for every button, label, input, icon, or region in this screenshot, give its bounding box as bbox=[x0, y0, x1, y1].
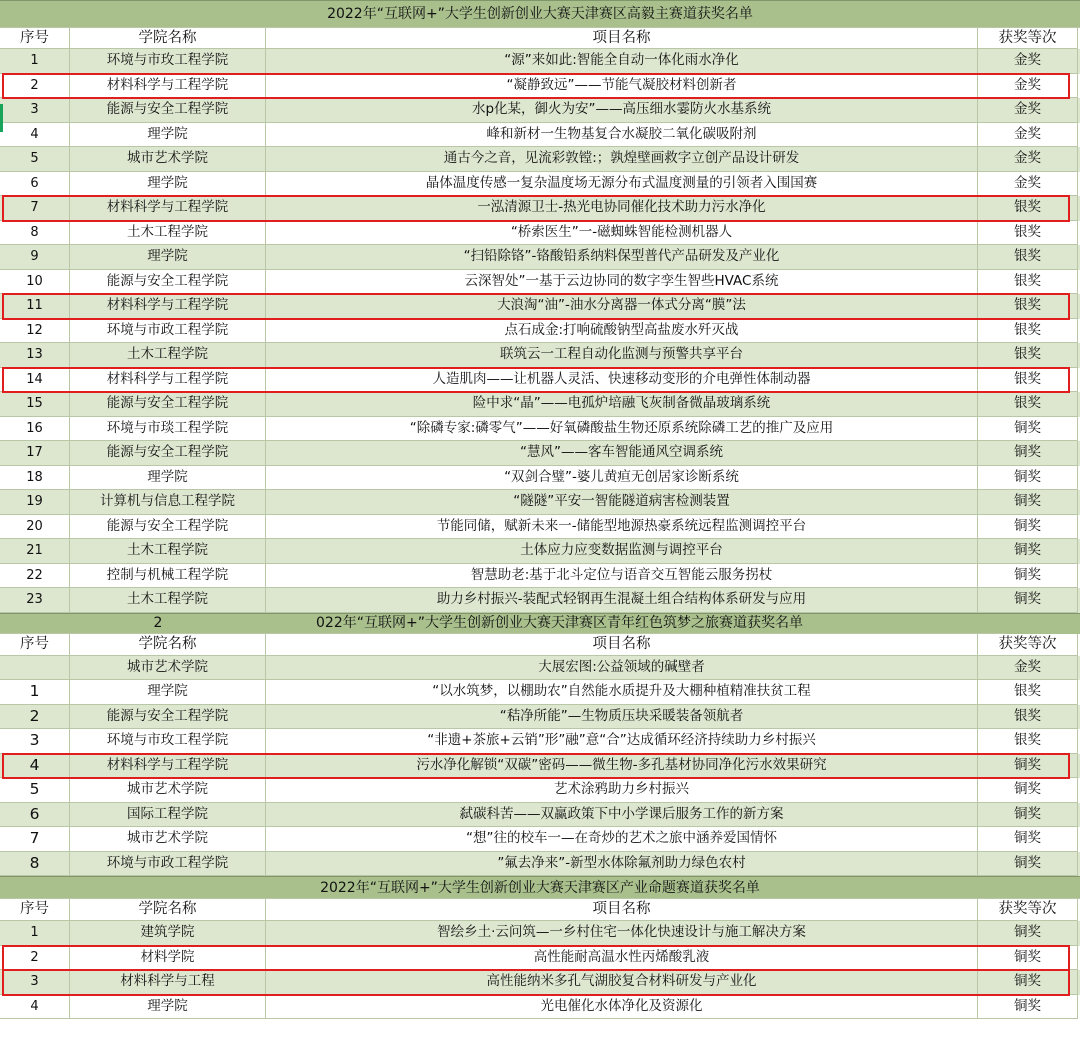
cell-project[interactable]: 点石成金:打响硫酸钠型高盐废水歼灭战 bbox=[266, 319, 978, 344]
cell-project[interactable]: 峰和新材一生物基复合水凝胶二氧化碳吸附剂 bbox=[266, 123, 978, 148]
cell-college[interactable]: 国际工程学院 bbox=[70, 803, 266, 828]
cell-award[interactable]: 铜奖 bbox=[978, 827, 1078, 852]
cell-no[interactable]: 3 bbox=[0, 970, 70, 995]
cell-award[interactable]: 铜奖 bbox=[978, 852, 1078, 877]
section1-title: 2022年“互联网+”大学生创新创业大赛天津赛区高毅主赛道获奖名单 bbox=[0, 1, 1080, 28]
cell-college[interactable]: 理学院 bbox=[70, 995, 266, 1020]
cell-college[interactable]: 环境与市政工程学院 bbox=[70, 319, 266, 344]
cell-award[interactable]: 银奖 bbox=[978, 705, 1078, 730]
cell-no[interactable]: 5 bbox=[0, 778, 70, 803]
cell-award[interactable]: 金奖 bbox=[978, 49, 1078, 74]
cell-award[interactable]: 铜奖 bbox=[978, 921, 1078, 946]
cell-no[interactable] bbox=[0, 656, 70, 681]
section3-title-row bbox=[0, 876, 1080, 899]
cell-project[interactable]: 弑碳科苦——双赢政策下中小学课后服务工作的新方案 bbox=[266, 803, 978, 828]
cell-project[interactable]: “凝静致远”——节能气凝胶材料创新者 bbox=[266, 74, 978, 99]
table-row bbox=[0, 754, 1080, 779]
cell-college[interactable]: 建筑学院 bbox=[70, 921, 266, 946]
section1-header-row bbox=[0, 28, 1080, 49]
section2-header-row bbox=[0, 634, 1080, 656]
cell-no[interactable]: 21 bbox=[0, 539, 70, 564]
table-row bbox=[0, 98, 1080, 123]
cell-no[interactable]: 18 bbox=[0, 466, 70, 491]
cell-project[interactable]: 高性能纳米多孔气湖胶复合材料研发与产业化 bbox=[266, 970, 978, 995]
cell-project[interactable]: 一泓清源卫士-热光电协同催化技术助力污水净化 bbox=[266, 196, 978, 221]
cell-college[interactable]: 城市艺术学院 bbox=[70, 656, 266, 681]
cell-project[interactable]: “源”来如此:智能全自动一体化雨水净化 bbox=[266, 49, 978, 74]
cell-college[interactable]: 材料科学与工程 bbox=[70, 970, 266, 995]
cell-project[interactable]: 助力乡村振兴-装配式轻钢再生混凝土组合结构体系研发与应用 bbox=[266, 588, 978, 613]
table-row bbox=[0, 564, 1080, 589]
header-college[interactable]: 学院名称 bbox=[70, 634, 266, 656]
cell-award[interactable]: 银奖 bbox=[978, 680, 1078, 705]
cell-college[interactable]: 能源与安全工程学院 bbox=[70, 270, 266, 295]
cell-college[interactable]: 材料科学与工程学院 bbox=[70, 294, 266, 319]
cell-project[interactable]: 艺术涂鸦助力乡村振兴 bbox=[266, 778, 978, 803]
cell-project[interactable]: 智慧助老:基于北斗定位与语音交互智能云服务拐杖 bbox=[266, 564, 978, 589]
cell-no[interactable]: 12 bbox=[0, 319, 70, 344]
cell-project[interactable]: 高性能耐高温水性丙烯酸乳液 bbox=[266, 946, 978, 971]
cell-no[interactable]: 23 bbox=[0, 588, 70, 613]
table-row bbox=[0, 196, 1080, 221]
cell-no[interactable]: 22 bbox=[0, 564, 70, 589]
table-row bbox=[0, 343, 1080, 368]
cell-no[interactable]: 2 bbox=[0, 705, 70, 730]
cell-no[interactable]: 8 bbox=[0, 221, 70, 246]
cell-award[interactable]: 金奖 bbox=[978, 656, 1078, 681]
cell-award[interactable]: 银奖 bbox=[978, 221, 1078, 246]
cell-no[interactable]: 14 bbox=[0, 368, 70, 393]
cell-no[interactable]: 15 bbox=[0, 392, 70, 417]
cell-college[interactable]: 材料科学与工程学院 bbox=[70, 368, 266, 393]
header-no[interactable]: 序号 bbox=[0, 28, 70, 49]
table-row bbox=[0, 803, 1080, 828]
cell-college[interactable]: 能源与安全工程学院 bbox=[70, 98, 266, 123]
cell-college[interactable]: 材料学院 bbox=[70, 946, 266, 971]
cell-college[interactable]: 城市艺术学院 bbox=[70, 778, 266, 803]
section3-title: 2022年“互联网+”大学生创新创业大赛天津赛区产业命题赛道获奖名单 bbox=[0, 877, 1080, 899]
header-college[interactable]: 学院名称 bbox=[70, 28, 266, 49]
cell-no[interactable]: 1 bbox=[0, 680, 70, 705]
cell-college[interactable]: 能源与安全工程学院 bbox=[70, 392, 266, 417]
header-project[interactable]: 项目名称 bbox=[266, 634, 978, 656]
table-row bbox=[0, 588, 1080, 613]
cell-project[interactable]: 联筑云一工程自动化监测与预警共享平台 bbox=[266, 343, 978, 368]
cell-award[interactable]: 铜奖 bbox=[978, 803, 1078, 828]
cell-project[interactable]: 云深智处”一基于云边协同的数字孪生智些HVAC系统 bbox=[266, 270, 978, 295]
cell-award[interactable]: 银奖 bbox=[978, 270, 1078, 295]
cell-project[interactable]: “桥索医生”一-磁蜘蛛智能检测机器人 bbox=[266, 221, 978, 246]
cell-no[interactable]: 13 bbox=[0, 343, 70, 368]
cell-award[interactable]: 铜奖 bbox=[978, 490, 1078, 515]
cell-award[interactable]: 铜奖 bbox=[978, 588, 1078, 613]
cell-award[interactable]: 银奖 bbox=[978, 392, 1078, 417]
cell-award[interactable]: 金奖 bbox=[978, 172, 1078, 197]
cell-college[interactable]: 能源与安全工程学院 bbox=[70, 705, 266, 730]
table-row bbox=[0, 123, 1080, 148]
table-row bbox=[0, 417, 1080, 442]
table-row bbox=[0, 656, 1080, 681]
table-row bbox=[0, 466, 1080, 491]
cell-award[interactable]: 金奖 bbox=[978, 74, 1078, 99]
cell-no[interactable]: 6 bbox=[0, 803, 70, 828]
cell-project[interactable]: 节能同储，赋新未来一-储能型地源热豪系统远程监测调控平台 bbox=[266, 515, 978, 540]
table-row bbox=[0, 729, 1080, 754]
cell-project[interactable]: “以水筑梦，以棚助农”自然能水质提升及大棚种植精准扶贫工程 bbox=[266, 680, 978, 705]
cell-college[interactable]: 环境与市玫工程学院 bbox=[70, 729, 266, 754]
cell-award[interactable]: 银奖 bbox=[978, 729, 1078, 754]
cell-award[interactable]: 铜奖 bbox=[978, 995, 1078, 1020]
cell-project[interactable]: 人造肌肉——让机器人灵活、快速移动变形的介电弹性体制动器 bbox=[266, 368, 978, 393]
cell-college[interactable]: 材料科学与工程学院 bbox=[70, 196, 266, 221]
row-selection-marker bbox=[0, 104, 3, 132]
cell-award[interactable]: 银奖 bbox=[978, 245, 1078, 270]
cell-no[interactable]: 11 bbox=[0, 294, 70, 319]
cell-project[interactable]: 水p化某，御火为安”——高压细水霎防火水基系统 bbox=[266, 98, 978, 123]
cell-no[interactable]: 20 bbox=[0, 515, 70, 540]
cell-project[interactable]: “想”往的校车一—在奇炒的艺术之旅中涵养爱国情怀 bbox=[266, 827, 978, 852]
cell-project[interactable]: 晶体温度传感一复杂温度场无源分布式温度测量的引领者入围国赛 bbox=[266, 172, 978, 197]
cell-no[interactable]: 3 bbox=[0, 98, 70, 123]
cell-award[interactable]: 银奖 bbox=[978, 294, 1078, 319]
cell-college[interactable]: 城市艺术学院 bbox=[70, 827, 266, 852]
cell-project[interactable]: 光电催化水体净化及资源化 bbox=[266, 995, 978, 1020]
cell-college[interactable]: 城市艺术学院 bbox=[70, 147, 266, 172]
table-row bbox=[0, 245, 1080, 270]
cell-college[interactable]: 理学院 bbox=[70, 172, 266, 197]
table-row bbox=[0, 539, 1080, 564]
cell-no[interactable]: 5 bbox=[0, 147, 70, 172]
cell-award[interactable]: 铜奖 bbox=[978, 441, 1078, 466]
section1-title-row bbox=[0, 0, 1080, 28]
cell-no[interactable]: 4 bbox=[0, 123, 70, 148]
cell-no[interactable]: 10 bbox=[0, 270, 70, 295]
cell-project[interactable]: 污水净化解锁“双碳”密码——微生物-多孔基材协同净化污水效果研究 bbox=[266, 754, 978, 779]
cell-project[interactable]: “慧风”——客车智能通风空调系统 bbox=[266, 441, 978, 466]
cell-project[interactable]: 大浪淘“油”-油水分离器一体式分离“膜”法 bbox=[266, 294, 978, 319]
cell-award[interactable]: 银奖 bbox=[978, 343, 1078, 368]
cell-award[interactable]: 铜奖 bbox=[978, 970, 1078, 995]
cell-no[interactable]: 17 bbox=[0, 441, 70, 466]
cell-project[interactable]: “扫铅除铬”-铬酸铅系纳料保型普代产品研发及产业化 bbox=[266, 245, 978, 270]
cell-no[interactable]: 8 bbox=[0, 852, 70, 877]
cell-college[interactable]: 材料科学与工程学院 bbox=[70, 74, 266, 99]
cell-no[interactable]: 16 bbox=[0, 417, 70, 442]
table-row bbox=[0, 680, 1080, 705]
cell-project[interactable]: 大展宏图:公益领域的碱壁者 bbox=[266, 656, 978, 681]
section2-title: 022年“互联网+”大学生创新创业大赛天津赛区青年红色筑梦之旅赛道获奖名单 bbox=[316, 614, 1006, 634]
header-no[interactable]: 序号 bbox=[0, 899, 70, 921]
cell-no[interactable]: 19 bbox=[0, 490, 70, 515]
cell-college[interactable]: 环境与市玫工程学院 bbox=[70, 49, 266, 74]
cell-project[interactable]: ”氟去净来”-新型水体除氟剂助力绿色农村 bbox=[266, 852, 978, 877]
cell-college[interactable]: 土木工程学院 bbox=[70, 539, 266, 564]
cell-college[interactable]: 环境与市琰工程学院 bbox=[70, 417, 266, 442]
cell-no[interactable]: 7 bbox=[0, 196, 70, 221]
table-row bbox=[0, 270, 1080, 295]
cell-award[interactable]: 银奖 bbox=[978, 319, 1078, 344]
cell-project[interactable]: 险中求“晶”——电孤炉培融飞灰制备微晶玻璃系统 bbox=[266, 392, 978, 417]
table-row bbox=[0, 49, 1080, 74]
cell-award[interactable]: 铜奖 bbox=[978, 417, 1078, 442]
table-row bbox=[0, 74, 1080, 99]
cell-award[interactable]: 铜奖 bbox=[978, 946, 1078, 971]
cell-award[interactable]: 铜奖 bbox=[978, 754, 1078, 779]
cell-college[interactable]: 计算机与信息工程学院 bbox=[70, 490, 266, 515]
header-project[interactable]: 项目名称 bbox=[266, 28, 978, 49]
cell-project[interactable]: 通古今之音，见流彩敦镗:；孰煌壁画救字立创产品设计研发 bbox=[266, 147, 978, 172]
cell-no[interactable]: 3 bbox=[0, 729, 70, 754]
cell-college[interactable]: 土木工程学院 bbox=[70, 588, 266, 613]
cell-award[interactable]: 铜奖 bbox=[978, 515, 1078, 540]
header-no[interactable]: 序号 bbox=[0, 634, 70, 656]
cell-no[interactable]: 6 bbox=[0, 172, 70, 197]
cell-no[interactable]: 1 bbox=[0, 49, 70, 74]
cell-award[interactable]: 铜奖 bbox=[978, 466, 1078, 491]
cell-college[interactable]: 土木工程学院 bbox=[70, 343, 266, 368]
table-row bbox=[0, 368, 1080, 393]
table-row bbox=[0, 995, 1080, 1020]
cell-award[interactable]: 金奖 bbox=[978, 123, 1078, 148]
cell-award[interactable]: 铜奖 bbox=[978, 539, 1078, 564]
table-row bbox=[0, 705, 1080, 730]
cell-no[interactable]: 4 bbox=[0, 995, 70, 1020]
cell-no[interactable]: 9 bbox=[0, 245, 70, 270]
cell-no[interactable]: 2 bbox=[0, 74, 70, 99]
cell-college[interactable]: 土木工程学院 bbox=[70, 221, 266, 246]
table-row bbox=[0, 172, 1080, 197]
header-award[interactable]: 获奖等次 bbox=[978, 28, 1078, 49]
cell-award[interactable]: 金奖 bbox=[978, 147, 1078, 172]
table-row bbox=[0, 515, 1080, 540]
table-row bbox=[0, 778, 1080, 803]
table-row bbox=[0, 490, 1080, 515]
section3-header-row bbox=[0, 899, 1080, 921]
cell-project[interactable]: “隧隧”平安一智能隧道病害检测装置 bbox=[266, 490, 978, 515]
cell-award[interactable]: 铜奖 bbox=[978, 778, 1078, 803]
cell-award[interactable]: 铜奖 bbox=[978, 564, 1078, 589]
cell-college[interactable]: 理学院 bbox=[70, 466, 266, 491]
cell-no[interactable]: 2 bbox=[0, 946, 70, 971]
cell-college[interactable]: 控制与机械工程学院 bbox=[70, 564, 266, 589]
table-row bbox=[0, 921, 1080, 946]
table-row bbox=[0, 319, 1080, 344]
cell-college[interactable]: 理学院 bbox=[70, 680, 266, 705]
cell-award[interactable]: 银奖 bbox=[978, 368, 1078, 393]
cell-no[interactable]: 4 bbox=[0, 754, 70, 779]
cell-project[interactable]: “除磷专家:磷零气”——好氧磷酸盐生物还原系统除磷工艺的推广及应用 bbox=[266, 417, 978, 442]
table-row bbox=[0, 392, 1080, 417]
cell-college[interactable]: 材料科学与工程学院 bbox=[70, 754, 266, 779]
cell-no[interactable]: 1 bbox=[0, 921, 70, 946]
table-row bbox=[0, 946, 1080, 971]
table-row bbox=[0, 294, 1080, 319]
header-award[interactable]: 获奖等次 bbox=[978, 899, 1078, 921]
table-row bbox=[0, 441, 1080, 466]
cell-award[interactable]: 金奖 bbox=[978, 98, 1078, 123]
cell-college[interactable]: 能源与安全工程学院 bbox=[70, 515, 266, 540]
cell-no[interactable]: 7 bbox=[0, 827, 70, 852]
cell-college[interactable]: 理学院 bbox=[70, 245, 266, 270]
table-row bbox=[0, 827, 1080, 852]
table-row bbox=[0, 970, 1080, 995]
cell-college[interactable]: 理学院 bbox=[70, 123, 266, 148]
table-row bbox=[0, 147, 1080, 172]
cell-project[interactable]: “非遗+茶旅+云销”形”融”意“合”达成循环经济持续助力乡村振兴 bbox=[266, 729, 978, 754]
header-college[interactable]: 学院名称 bbox=[70, 899, 266, 921]
section2-title-prefix: 2 bbox=[0, 614, 316, 634]
cell-project[interactable]: 智绘乡土·云问筑—一乡村住宅一体化快速设计与施工解决方案 bbox=[266, 921, 978, 946]
table-row bbox=[0, 852, 1080, 877]
header-award[interactable]: 获奖等次 bbox=[978, 634, 1078, 656]
cell-college[interactable]: 环境与市政工程学院 bbox=[70, 852, 266, 877]
section2-title-row bbox=[0, 613, 1080, 634]
cell-project[interactable]: “双剑合璧”-婆儿黄疸无创居家诊断系统 bbox=[266, 466, 978, 491]
cell-award[interactable]: 银奖 bbox=[978, 196, 1078, 221]
cell-college[interactable]: 能源与安全工程学院 bbox=[70, 441, 266, 466]
cell-project[interactable]: “秸净所能”—生物质压块采暖装备领航者 bbox=[266, 705, 978, 730]
header-project[interactable]: 项目名称 bbox=[266, 899, 978, 921]
table-row bbox=[0, 221, 1080, 246]
cell-project[interactable]: 土体应力应变数据监测与调控平台 bbox=[266, 539, 978, 564]
